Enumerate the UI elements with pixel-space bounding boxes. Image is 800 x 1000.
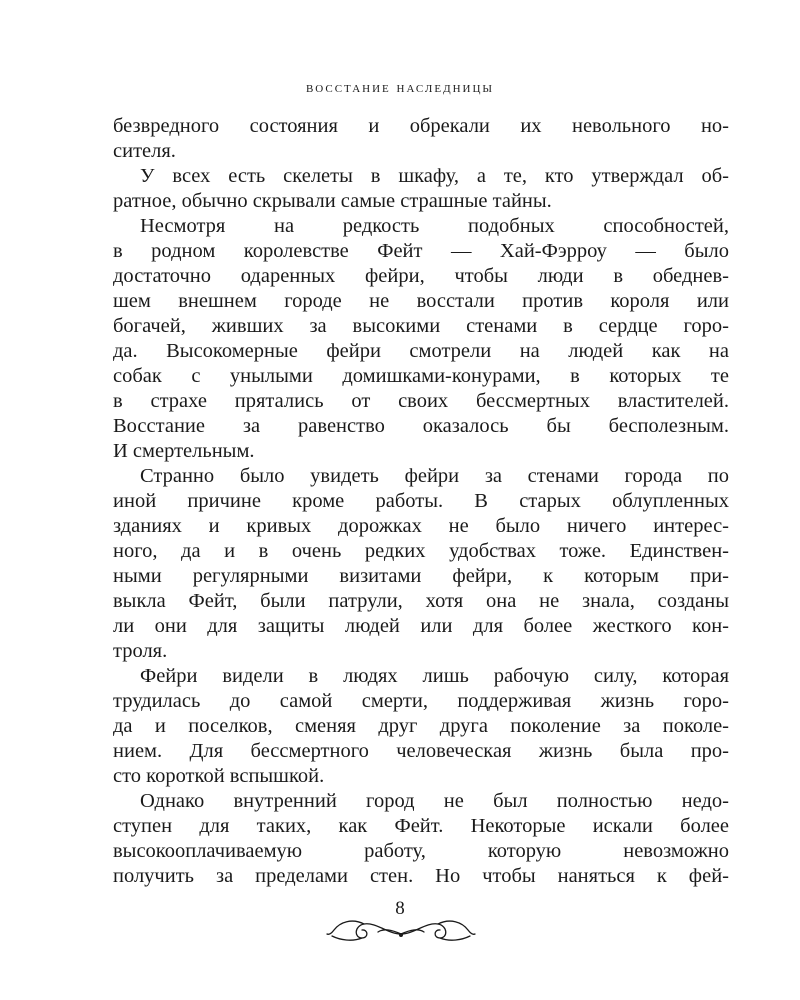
text-line: ли они для защиты людей или для более жесткого кон- xyxy=(113,615,729,637)
text-line: ного, да и в очень редких удобствах тоже. Единствен- xyxy=(113,540,729,562)
text-line: троля. xyxy=(113,640,168,662)
folio xyxy=(0,898,800,948)
text-line: сто короткой вспышкой. xyxy=(113,765,325,787)
text-line: зданиях и кривых дорожках не было ничего интерес- xyxy=(113,515,729,537)
text-line: в страхе прятались от своих бессмертных властителей. xyxy=(113,390,729,412)
page-number: 8 xyxy=(395,898,405,919)
text-line: ратное, обычно скрывали самые страшные тайны. xyxy=(113,190,552,212)
text-line: Фейри видели в людях лишь рабочую силу, которая xyxy=(140,665,729,687)
text-line: высокооплачиваемую работу, которую невозможно xyxy=(113,840,729,862)
text-line: Странно было увидеть фейри за стенами города по xyxy=(140,465,729,487)
text-line: в родном королевстве Фейт — Хай-Фэрроу — было xyxy=(113,240,729,262)
text-line: сителя. xyxy=(113,140,176,162)
body-text xyxy=(113,114,729,889)
text-line: выкла Фейт, были патрули, хотя она не знала, созданы xyxy=(113,590,729,612)
flourish-ornament-icon xyxy=(326,908,476,944)
text-line: У всех есть скелеты в шкафу, а те, кто утверждал об- xyxy=(140,165,729,187)
text-line: Однако внутренний город не был полностью недо- xyxy=(140,790,729,812)
text-line: да. Высокомерные фейри смотрели на людей как на xyxy=(113,340,729,362)
text-line: ными регулярными визитами фейри, к которым при- xyxy=(113,565,729,587)
text-line: Несмотря на редкость подобных способностей, xyxy=(140,215,729,237)
text-line: да и поселков, сменяя друг друга поколение за поколе- xyxy=(113,715,729,737)
text-line: ступен для таких, как Фейт. Некоторые искали более xyxy=(113,815,729,837)
text-line: богачей, живших за высокими стенами в сердце горо- xyxy=(113,315,729,337)
text-line: трудилась до самой смерти, поддерживая жизнь горо- xyxy=(113,690,729,712)
text-line: Восстание за равенство оказалось бы бесполезным. xyxy=(113,415,729,437)
text-line: безвредного состояния и обрекали их невольного но- xyxy=(113,115,729,137)
text-line: достаточно одаренных фейри, чтобы люди в обеднев- xyxy=(113,265,729,287)
text-line: собак с унылыми домишками-конурами, в которых те xyxy=(113,365,729,387)
text-line: получить за пределами стен. Но чтобы наняться к фей- xyxy=(113,865,729,887)
text-line: шем внешнем городе не восстали против короля или xyxy=(113,290,729,312)
text-line: иной причине кроме работы. В старых облупленных xyxy=(113,490,729,512)
running-title: восстание наследницы xyxy=(305,80,495,96)
running-header xyxy=(0,80,800,97)
text-line: нием. Для бессмертного человеческая жизнь была про- xyxy=(113,740,729,762)
text-line: И смертельным. xyxy=(113,440,255,462)
